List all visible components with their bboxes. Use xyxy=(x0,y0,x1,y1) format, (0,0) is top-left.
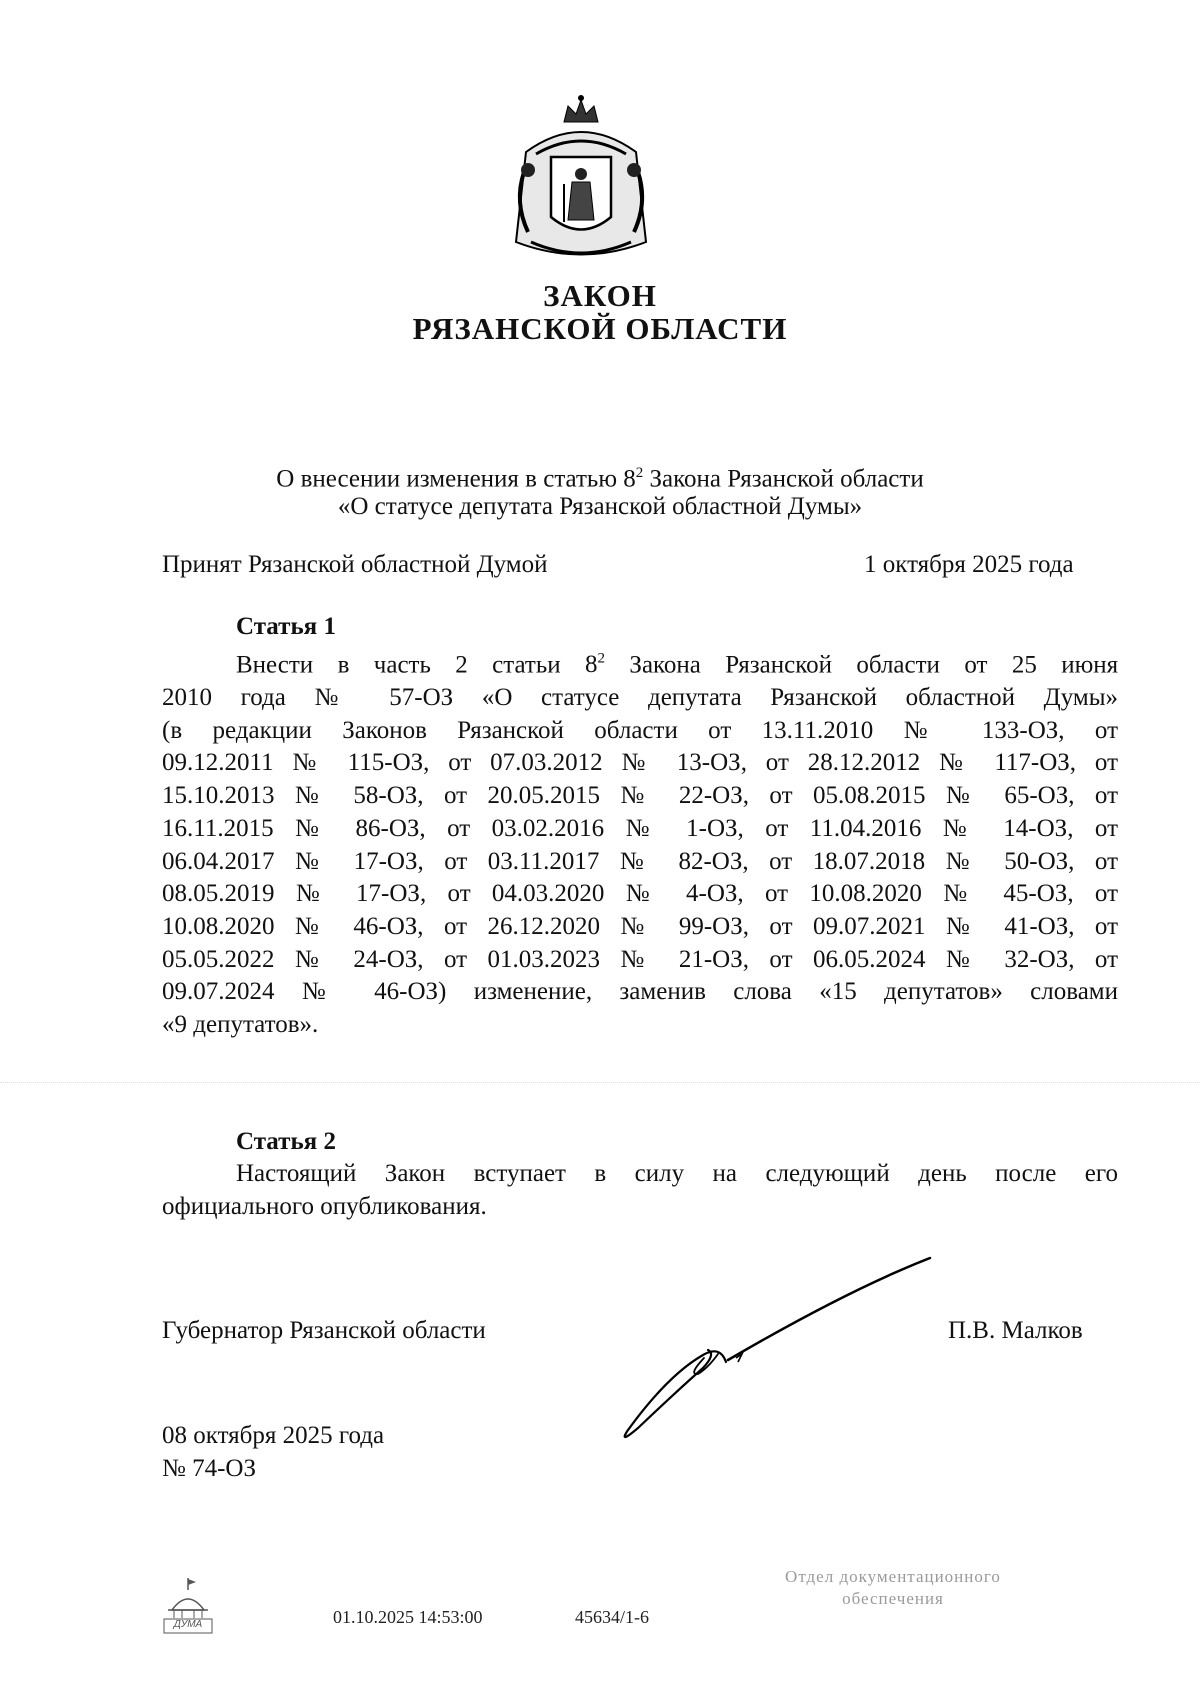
governor-position: Губернатор Рязанской области xyxy=(162,1317,486,1344)
article2-body xyxy=(162,1158,1118,1223)
article1-line: 09.12.2011 № 115-ОЗ, от 07.03.2012 № 13-ОЗ, от 28.12.2012 № 117-ОЗ, от xyxy=(162,749,1118,777)
article1-line-last: «9 депутатов». xyxy=(162,1011,319,1039)
document-title-line2: РЯЗАНСКОЙ ОБЛАСТИ xyxy=(412,311,788,346)
article1-line: 09.07.2024 № 46-ОЗ) изменение, заменив слова «15 депутатов» словами xyxy=(162,978,1118,1006)
law-number: № 74-ОЗ xyxy=(162,1455,257,1482)
article1-body xyxy=(162,643,1118,1042)
article1-line: 06.04.2017 № 17-ОЗ, от 03.11.2017 № 82-ОЗ, от 18.07.2018 № 50-ОЗ, от xyxy=(162,847,1118,875)
registration-number: 45634/1-6 xyxy=(575,1607,649,1627)
article1-line: 10.08.2020 № 46-ОЗ, от 26.12.2020 № 99-ОЗ, от 09.07.2021 № 41-ОЗ, от xyxy=(162,912,1118,940)
adopted-by-label: Принят Рязанской областной Думой xyxy=(162,551,548,578)
handwritten-signature-icon xyxy=(608,1250,938,1440)
coat-of-arms-icon xyxy=(506,92,656,272)
registration-timestamp: 01.10.2025 14:53:00 xyxy=(333,1607,483,1627)
article1-line: 16.11.2015 № 86-ОЗ, от 03.02.2016 № 1-ОЗ, от 11.04.2016 № 14-ОЗ, от xyxy=(162,814,1118,842)
governor-name: П.В. Малков xyxy=(948,1317,1083,1344)
article2-line-last: официального опубликования. xyxy=(162,1192,487,1220)
article2-heading: Статья 2 xyxy=(236,1128,336,1155)
subject-text-tail: Закона Рязанской области xyxy=(643,465,924,493)
article1-line: 2010 года № 57-ОЗ «О статусе депутата Рязанской областной Думы» xyxy=(162,684,1118,712)
subject-text: О внесении изменения в статью 8 xyxy=(276,465,636,493)
stamp-line1: Отдел документационного xyxy=(785,1567,1001,1586)
article1-line: 08.05.2019 № 17-ОЗ, от 04.03.2020 № 4-ОЗ, от 10.08.2020 № 45-ОЗ, от xyxy=(162,880,1118,908)
duma-logo-icon xyxy=(160,1576,216,1636)
article2-line: Настоящий Закон вступает в силу на следующий день после его xyxy=(236,1160,1118,1187)
article1-line: (в редакции Законов Рязанской области от 13.11.2010 № 133-ОЗ, от xyxy=(162,716,1118,744)
issue-date: 08 октября 2025 года xyxy=(162,1422,385,1449)
adopted-date: 1 октября 2025 года xyxy=(864,551,1074,578)
article1-heading: Статья 1 xyxy=(236,613,336,640)
law-subject-line2: «О статусе депутата Рязанской областной Думы» xyxy=(337,493,863,520)
department-stamp xyxy=(748,1566,1038,1610)
document-title-line1: ЗАКОН xyxy=(543,278,657,313)
article1-line: Внести в часть 2 статьи $8^2$ Закона Рязанской области от 25 июня xyxy=(236,651,1119,679)
stamp-line2: обеспечения xyxy=(842,1589,944,1608)
duma-logo-text: ДУМА xyxy=(173,1619,203,1630)
subject-superscript: 2 xyxy=(635,465,644,481)
scan-artifact-divider xyxy=(0,1082,1200,1086)
article1-line: 05.05.2022 № 24-ОЗ, от 01.03.2023 № 21-ОЗ, от 06.05.2024 № 32-ОЗ, от xyxy=(162,945,1118,973)
article1-line: 15.10.2013 № 58-ОЗ, от 20.05.2015 № 22-ОЗ, от 05.08.2015 № 65-ОЗ, от xyxy=(162,782,1118,810)
